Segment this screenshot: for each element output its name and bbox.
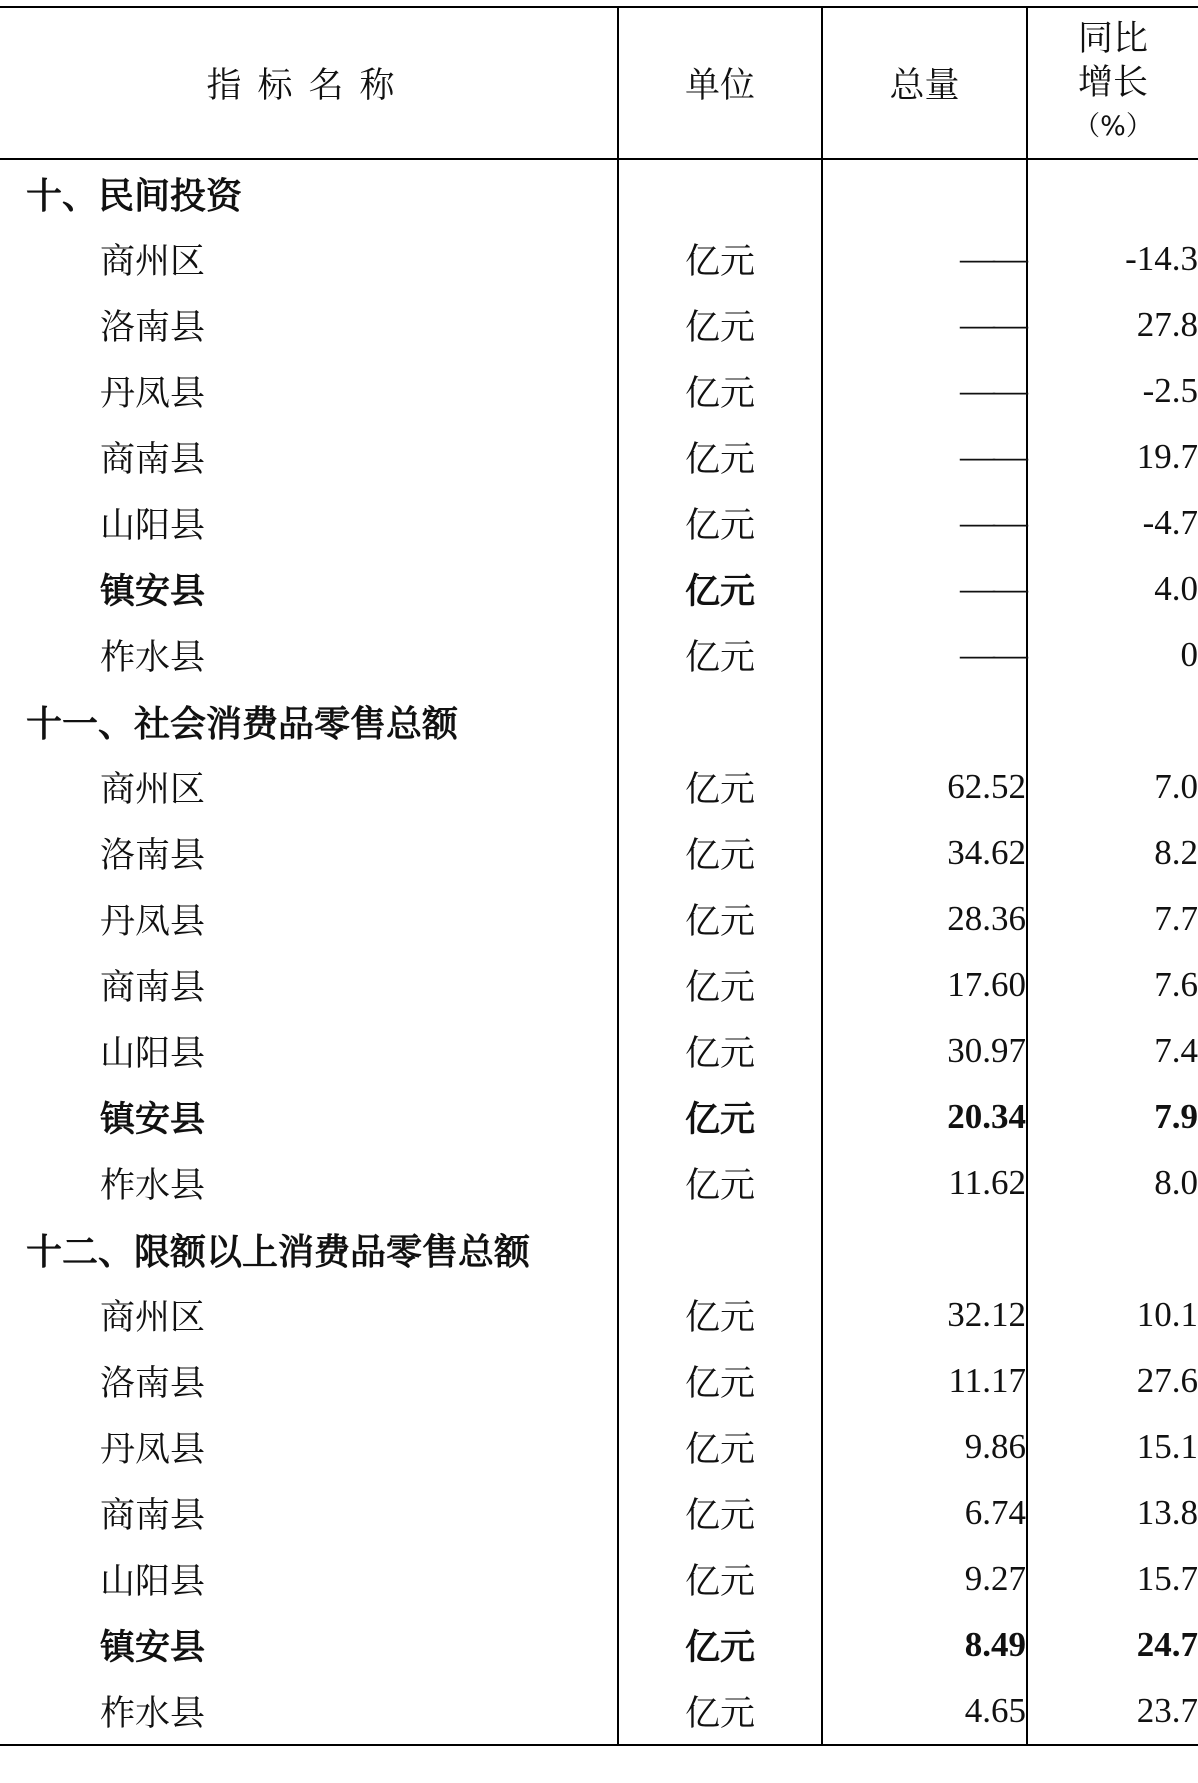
unit-cell: 亿元 [618,820,822,886]
total-cell: 11.62 [822,1150,1027,1216]
county-name: 山阳县 [100,506,206,546]
section-empty-total [822,688,1027,754]
section-empty-unit [618,159,822,226]
table-row [0,886,1198,952]
total-cell: 34.62 [822,820,1027,886]
table-row [0,1282,1198,1348]
growth-cell: 0 [1027,622,1198,688]
unit-cell: 亿元 [618,490,822,556]
growth-cell: 24.7 [1027,1612,1198,1678]
table-row [0,556,1198,622]
total-cell: 9.27 [822,1546,1027,1612]
county-name: 洛南县 [100,308,206,348]
unit-cell: 亿元 [618,1678,822,1745]
growth-cell: 10.1 [1027,1282,1198,1348]
total-cell: —— [822,226,1027,292]
section-row [0,1216,1198,1282]
table-row [0,820,1198,886]
growth-cell: 7.9 [1027,1084,1198,1150]
unit-cell: 亿元 [618,1414,822,1480]
unit-cell: 亿元 [618,952,822,1018]
county-name: 山阳县 [100,1034,206,1074]
total-cell: 4.65 [822,1678,1027,1745]
county-name: 柞水县 [100,638,206,678]
total-cell: 6.74 [822,1480,1027,1546]
growth-cell: 15.1 [1027,1414,1198,1480]
total-cell: —— [822,556,1027,622]
growth-cell: 4.0 [1027,556,1198,622]
growth-cell: 15.7 [1027,1546,1198,1612]
unit-cell: 亿元 [618,1282,822,1348]
total-cell: 17.60 [822,952,1027,1018]
section-empty-growth [1027,688,1198,754]
county-name: 镇安县 [100,1628,206,1668]
section-empty-growth [1027,1216,1198,1282]
unit-cell: 亿元 [618,1150,822,1216]
header-yoy-growth [1027,7,1198,159]
table-row [0,1546,1198,1612]
unit-cell: 亿元 [618,1348,822,1414]
growth-cell: 27.6 [1027,1348,1198,1414]
unit-cell: 亿元 [618,292,822,358]
unit-cell: 亿元 [618,1084,822,1150]
table-row [0,1612,1198,1678]
county-name: 镇安县 [100,1100,206,1140]
total-cell: 30.97 [822,1018,1027,1084]
section-empty-unit [618,688,822,754]
total-cell: —— [822,292,1027,358]
growth-cell: 8.0 [1027,1150,1198,1216]
county-name: 洛南县 [100,1364,206,1404]
county-name: 商南县 [100,1496,206,1536]
table-row [0,1348,1198,1414]
county-name: 柞水县 [100,1694,206,1734]
table-row [0,1150,1198,1216]
total-cell: 8.49 [822,1612,1027,1678]
table-row [0,1480,1198,1546]
total-cell: 9.86 [822,1414,1027,1480]
section-empty-total [822,159,1027,226]
header-indicator-name: 指标名称 [0,7,618,159]
section-empty-unit [618,1216,822,1282]
table-row [0,754,1198,820]
unit-cell: 亿元 [618,556,822,622]
total-cell: 62.52 [822,754,1027,820]
growth-cell: 7.7 [1027,886,1198,952]
unit-cell: 亿元 [618,424,822,490]
total-cell: 32.12 [822,1282,1027,1348]
table-row [0,424,1198,490]
county-name: 丹凤县 [100,902,206,942]
total-cell: —— [822,358,1027,424]
table-row [0,1414,1198,1480]
total-cell: 11.17 [822,1348,1027,1414]
total-cell: —— [822,490,1027,556]
county-name: 商州区 [100,242,206,282]
header-growth-unit: （%） [1073,111,1153,142]
unit-cell: 亿元 [618,1612,822,1678]
section-row [0,688,1198,754]
growth-cell: -14.3 [1027,226,1198,292]
growth-cell: 19.7 [1027,424,1198,490]
county-name: 丹凤县 [100,1430,206,1470]
county-name: 镇安县 [100,572,206,612]
county-name: 商南县 [100,968,206,1008]
table-row [0,358,1198,424]
unit-cell: 亿元 [618,1480,822,1546]
section-empty-growth [1027,159,1198,226]
header-growth-line1: 同比 [1077,19,1148,59]
total-cell: 28.36 [822,886,1027,952]
table-row [0,1018,1198,1084]
county-name: 丹凤县 [100,374,206,414]
table-row [0,1678,1198,1745]
unit-cell: 亿元 [618,1018,822,1084]
section-row [0,159,1198,226]
header-total: 总量 [822,7,1027,159]
table-row [0,952,1198,1018]
growth-cell: 7.0 [1027,754,1198,820]
header-unit: 单位 [618,7,822,159]
table-row [0,1084,1198,1150]
unit-cell: 亿元 [618,226,822,292]
table-row [0,226,1198,292]
unit-cell: 亿元 [618,886,822,952]
growth-cell: 7.4 [1027,1018,1198,1084]
growth-cell: 8.2 [1027,820,1198,886]
county-name: 山阳县 [100,1562,206,1602]
unit-cell: 亿元 [618,754,822,820]
unit-cell: 亿元 [618,1546,822,1612]
county-name: 洛南县 [100,836,206,876]
section-title: 十、民间投资 [26,175,243,217]
table-row [0,490,1198,556]
county-name: 商南县 [100,440,206,480]
total-cell: —— [822,424,1027,490]
table-row [0,292,1198,358]
growth-cell: -2.5 [1027,358,1198,424]
table-header-row [0,7,1198,159]
county-name: 商州区 [100,1298,206,1338]
section-title: 十一、社会消费品零售总额 [26,703,459,745]
unit-cell: 亿元 [618,358,822,424]
section-title: 十二、限额以上消费品零售总额 [26,1231,531,1273]
growth-cell: 27.8 [1027,292,1198,358]
table-body [0,159,1198,1745]
county-name: 柞水县 [100,1166,206,1206]
unit-cell: 亿元 [618,622,822,688]
statistics-table [0,6,1198,1746]
growth-cell: 23.7 [1027,1678,1198,1745]
growth-cell: 7.6 [1027,952,1198,1018]
table-row [0,622,1198,688]
growth-cell: 13.8 [1027,1480,1198,1546]
county-name: 商州区 [100,770,206,810]
growth-cell: -4.7 [1027,490,1198,556]
total-cell: 20.34 [822,1084,1027,1150]
total-cell: —— [822,622,1027,688]
header-growth-line2: 增长 [1077,63,1148,103]
section-empty-total [822,1216,1027,1282]
